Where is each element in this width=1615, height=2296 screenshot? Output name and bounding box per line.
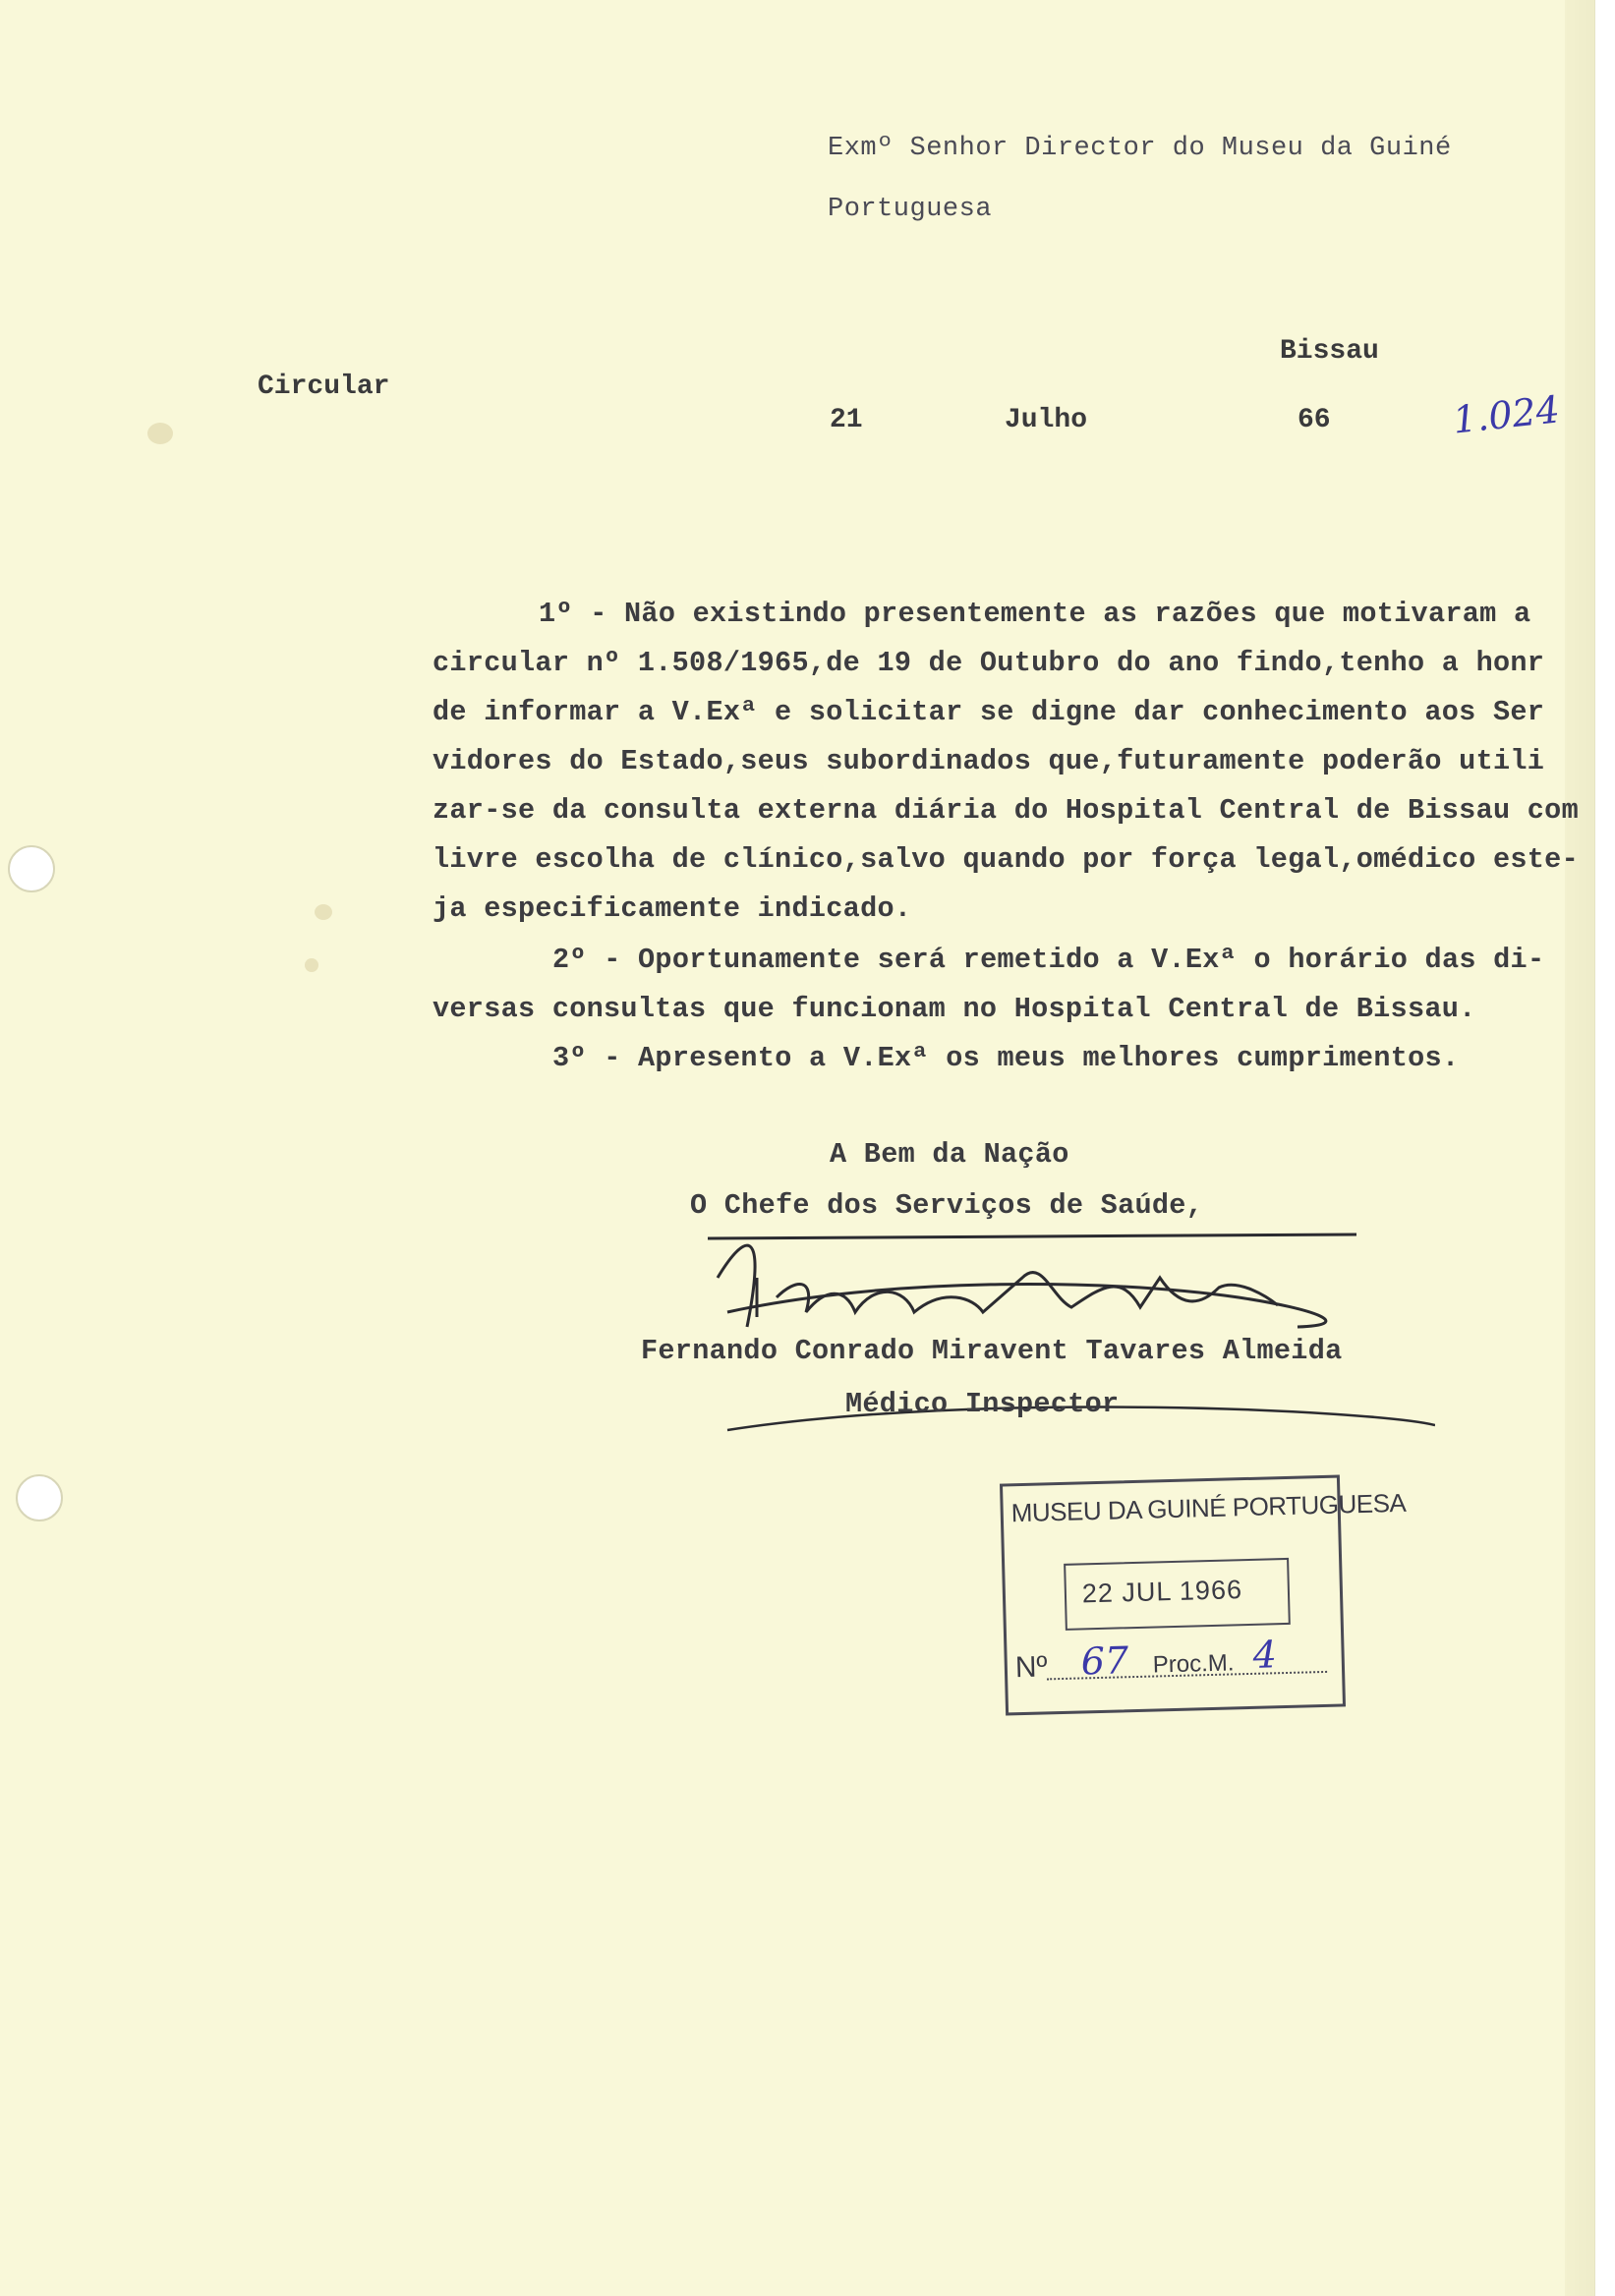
- addressee-line-1: Exmº Senhor Director do Museu da Guiné: [828, 134, 1452, 163]
- handwritten-reference: 1.024: [1450, 387, 1562, 442]
- punch-hole-top: [8, 845, 55, 892]
- date-year: 66: [1298, 405, 1331, 435]
- stamp-date-box: [1064, 1558, 1291, 1631]
- body-line-8: 2º - Oportunamente será remetido a V.Exª o horário das di-: [552, 944, 1545, 976]
- body-line-3: de informar a V.Exª e solicitar se digne dar conhecimento aos Ser: [433, 696, 1545, 728]
- addressee-line-2: Portuguesa: [828, 195, 993, 224]
- museum-stamp: [1000, 1475, 1407, 1716]
- punch-hole-bottom: [16, 1474, 63, 1521]
- date-month: Julho: [1005, 405, 1088, 435]
- stamp-proc-label: Proc.M.: [1152, 1649, 1235, 1679]
- stamp-date: 22 JUL 1966: [1081, 1575, 1243, 1609]
- place-label: Bissau: [1280, 336, 1379, 367]
- date-day: 21: [830, 405, 863, 435]
- signatory-name: Fernando Conrado Miravent Tavares Almeida: [641, 1335, 1343, 1367]
- stamp-proc-value: 4: [1252, 1633, 1278, 1677]
- body-line-2: circular nº 1.508/1965,de 19 de Outubro do ano findo,tenho a honr: [433, 647, 1545, 679]
- body-line-7: ja especificamente indicado.: [433, 892, 912, 925]
- page-edge: [1565, 0, 1594, 2296]
- body-line-10: 3º - Apresento a V.Exª os meus melhores cumprimentos.: [552, 1042, 1460, 1074]
- doc-type-label: Circular: [258, 372, 390, 402]
- body-line-9: versas consultas que funcionam no Hospital Central de Bissau.: [433, 993, 1476, 1025]
- stain: [305, 958, 318, 972]
- stamp-title: MUSEU DA GUINÉ PORTUGUESA: [1010, 1487, 1407, 1528]
- stamp-number-value: 67: [1080, 1638, 1129, 1684]
- body-line-1: 1º - Não existindo presentemente as razões que motivaram a: [539, 598, 1531, 630]
- closing-role: O Chefe dos Serviços de Saúde,: [690, 1189, 1204, 1222]
- closing-salutation: A Bem da Nação: [830, 1138, 1069, 1171]
- stain: [147, 423, 173, 444]
- body-line-4: vidores do Estado,seus subordinados que,futuramente poderão utili: [433, 745, 1545, 777]
- body-line-5: zar-se da consulta externa diária do Hospital Central de Bissau com: [433, 794, 1579, 827]
- body-line-6: livre escolha de clínico,salvo quando por força legal,omédico este-: [433, 843, 1579, 876]
- stain: [315, 904, 332, 920]
- signatory-title: Médico Inspector: [845, 1388, 1120, 1420]
- stamp-number-label: Nº: [1014, 1650, 1048, 1685]
